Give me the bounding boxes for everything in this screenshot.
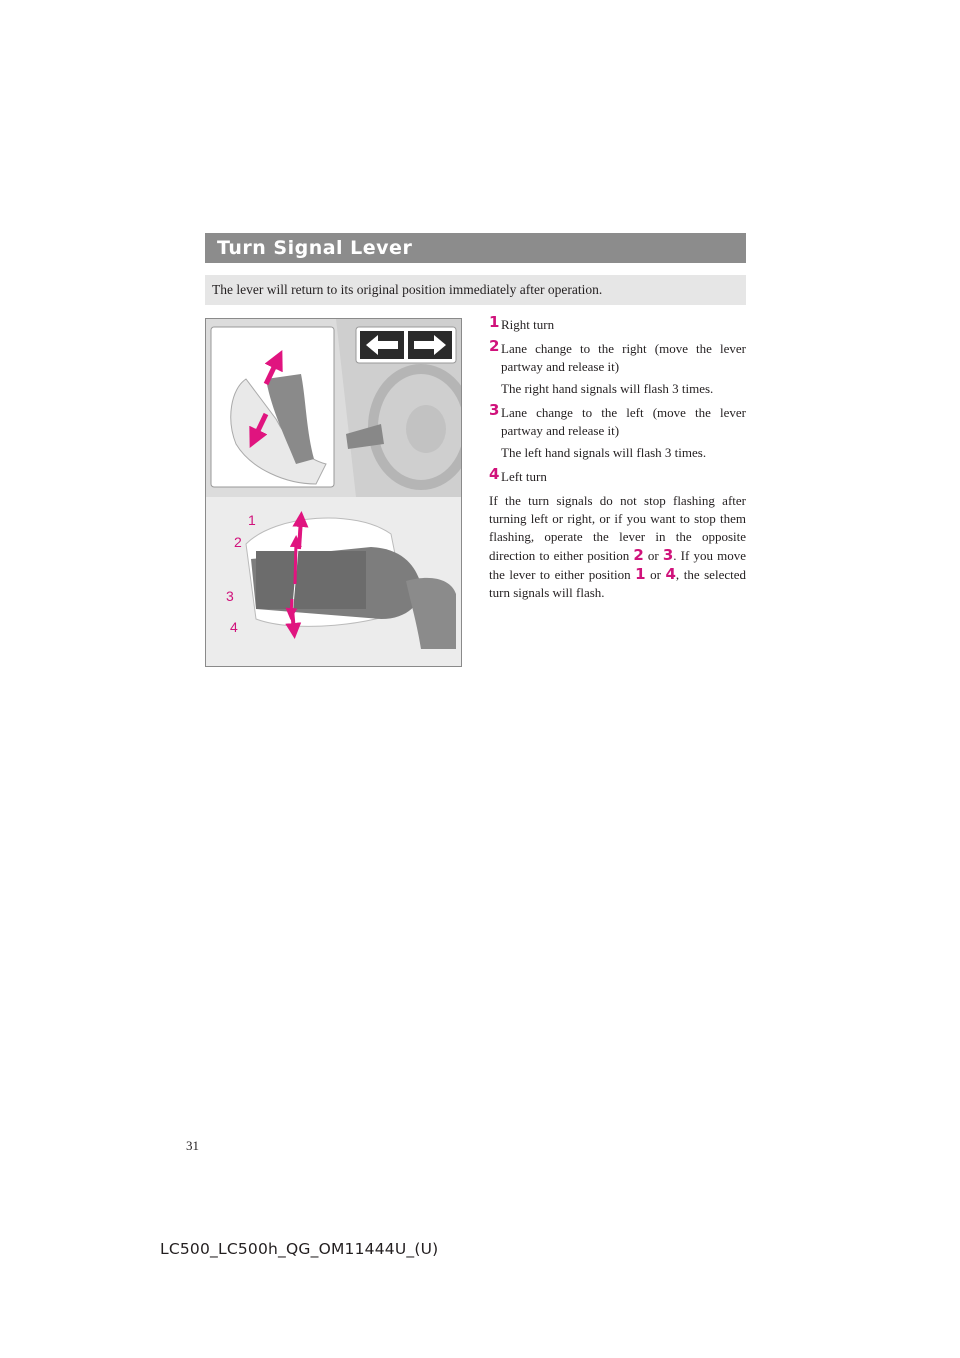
turn-signal-note bbox=[489, 492, 746, 602]
note-text: , the selected turn signals will flash. bbox=[489, 567, 746, 600]
step-text: Right turn bbox=[501, 317, 555, 332]
note-text: or bbox=[643, 548, 663, 563]
section-intro: The lever will return to its original position immediately after operation. bbox=[205, 275, 746, 305]
document-code: LC500_LC500h_QG_OM11444U_(U) bbox=[160, 1240, 439, 1258]
turn-indicator-arrows-icon bbox=[356, 327, 456, 363]
step-text: Lane change to the right (move the lever partway and release it) bbox=[501, 341, 746, 374]
note-text: or bbox=[645, 567, 666, 582]
step-text: Left turn bbox=[501, 469, 547, 484]
figure-label-3: 3 bbox=[226, 588, 234, 604]
figure-label-1: 1 bbox=[248, 512, 256, 528]
step-2 bbox=[489, 337, 746, 398]
step-text: Lane change to the left (move the lever partway and release it) bbox=[501, 405, 746, 438]
step-number: 4 bbox=[489, 465, 500, 483]
position-ref: 3 bbox=[662, 546, 674, 564]
note-text: If the turn signals do not stop flashing after turning left or right, or if you want to stop them flashing, operate the lever in the opposite direction to either position bbox=[489, 493, 746, 563]
figure-label-4: 4 bbox=[230, 619, 238, 635]
turn-signal-lever-illustration bbox=[205, 318, 462, 667]
page-number: 31 bbox=[186, 1138, 199, 1153]
step-note: The left hand signals will flash 3 times. bbox=[501, 445, 707, 460]
instructions bbox=[489, 313, 746, 602]
step-number: 3 bbox=[489, 401, 500, 419]
step-1 bbox=[489, 313, 746, 334]
step-number: 2 bbox=[489, 337, 500, 355]
note-text: . If you move the lever to either position bbox=[489, 548, 746, 582]
step-4 bbox=[489, 465, 746, 486]
step-3 bbox=[489, 401, 746, 462]
position-ref: 4 bbox=[665, 565, 676, 583]
position-ref: 2 bbox=[633, 546, 644, 564]
figure-label-2: 2 bbox=[234, 534, 242, 550]
step-note: The right hand signals will flash 3 times. bbox=[501, 381, 714, 396]
section-title: Turn Signal Lever bbox=[205, 233, 746, 263]
position-ref: 1 bbox=[635, 565, 646, 583]
step-number: 1 bbox=[489, 313, 500, 331]
